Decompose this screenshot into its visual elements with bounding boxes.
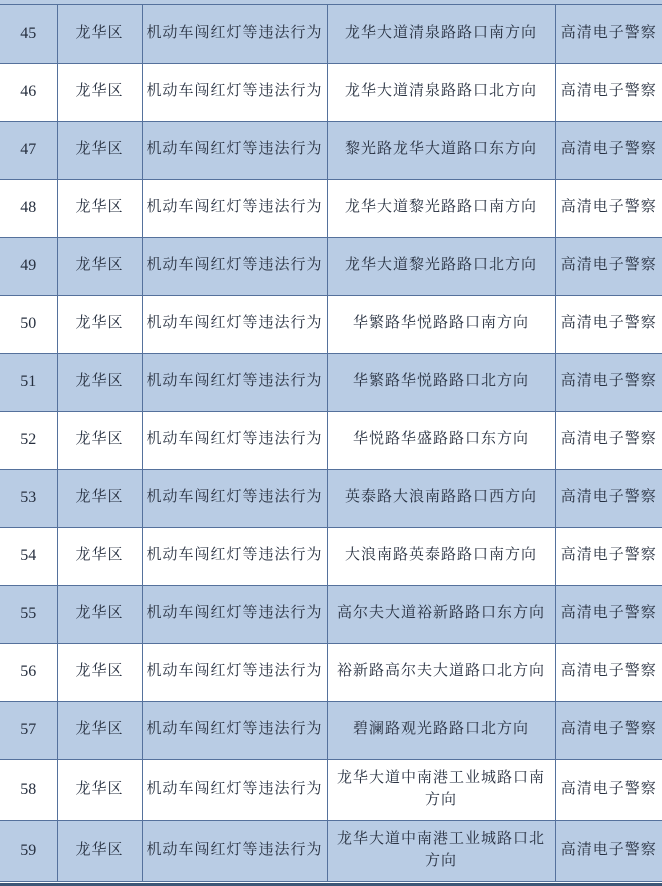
camera-type-cell: 高清电子警察 bbox=[555, 353, 662, 411]
violation-type-cell: 机动车闯红灯等违法行为 bbox=[142, 121, 327, 179]
district-cell: 龙华区 bbox=[57, 63, 142, 121]
location-cell: 大浪南路英泰路路口南方向 bbox=[327, 527, 555, 585]
district-cell: 龙华区 bbox=[57, 527, 142, 585]
location-cell: 龙华大道中南港工业城路口南方向 bbox=[327, 759, 555, 820]
table-row bbox=[0, 5, 662, 63]
table-row bbox=[0, 63, 662, 121]
district-cell: 龙华区 bbox=[57, 585, 142, 643]
district-cell: 龙华区 bbox=[57, 179, 142, 237]
row-number-cell: 57 bbox=[0, 701, 57, 759]
violation-type-cell: 机动车闯红灯等违法行为 bbox=[142, 5, 327, 63]
violation-type-cell: 机动车闯红灯等违法行为 bbox=[142, 759, 327, 820]
violation-type-cell: 机动车闯红灯等违法行为 bbox=[142, 63, 327, 121]
camera-type-cell: 高清电子警察 bbox=[555, 237, 662, 295]
location-cell: 龙华大道中南港工业城路口北方向 bbox=[327, 820, 555, 881]
table-row bbox=[0, 295, 662, 353]
district-cell: 龙华区 bbox=[57, 411, 142, 469]
district-cell: 龙华区 bbox=[57, 237, 142, 295]
violation-type-cell: 机动车闯红灯等违法行为 bbox=[142, 295, 327, 353]
district-cell: 龙华区 bbox=[57, 469, 142, 527]
camera-type-cell: 高清电子警察 bbox=[555, 585, 662, 643]
district-cell: 龙华区 bbox=[57, 759, 142, 820]
row-number-cell: 46 bbox=[0, 63, 57, 121]
table-row bbox=[0, 237, 662, 295]
violation-type-cell: 机动车闯红灯等违法行为 bbox=[142, 237, 327, 295]
violation-type-cell: 机动车闯红灯等违法行为 bbox=[142, 353, 327, 411]
row-number-cell: 47 bbox=[0, 121, 57, 179]
table-row bbox=[0, 643, 662, 701]
violation-type-cell: 机动车闯红灯等违法行为 bbox=[142, 469, 327, 527]
location-cell: 华悦路华盛路路口东方向 bbox=[327, 411, 555, 469]
row-number-cell: 48 bbox=[0, 179, 57, 237]
row-number-cell: 50 bbox=[0, 295, 57, 353]
location-cell: 高尔夫大道裕新路路口东方向 bbox=[327, 585, 555, 643]
district-cell: 龙华区 bbox=[57, 820, 142, 881]
district-cell: 龙华区 bbox=[57, 121, 142, 179]
row-number-cell: 53 bbox=[0, 469, 57, 527]
violation-type-cell: 机动车闯红灯等违法行为 bbox=[142, 643, 327, 701]
violation-type-cell: 机动车闯红灯等违法行为 bbox=[142, 585, 327, 643]
location-cell: 黎光路龙华大道路口东方向 bbox=[327, 121, 555, 179]
enforcement-camera-table bbox=[0, 5, 662, 882]
location-cell: 龙华大道黎光路路口南方向 bbox=[327, 179, 555, 237]
row-number-cell: 58 bbox=[0, 759, 57, 820]
violation-type-cell: 机动车闯红灯等违法行为 bbox=[142, 411, 327, 469]
camera-type-cell: 高清电子警察 bbox=[555, 411, 662, 469]
location-cell: 裕新路高尔夫大道路口北方向 bbox=[327, 643, 555, 701]
violation-type-cell: 机动车闯红灯等违法行为 bbox=[142, 179, 327, 237]
location-cell: 华繁路华悦路路口北方向 bbox=[327, 353, 555, 411]
violation-type-cell: 机动车闯红灯等违法行为 bbox=[142, 527, 327, 585]
location-cell: 龙华大道清泉路路口北方向 bbox=[327, 63, 555, 121]
table-row bbox=[0, 820, 662, 881]
table-row bbox=[0, 527, 662, 585]
table-row bbox=[0, 179, 662, 237]
district-cell: 龙华区 bbox=[57, 295, 142, 353]
table-row bbox=[0, 701, 662, 759]
camera-type-cell: 高清电子警察 bbox=[555, 179, 662, 237]
row-number-cell: 52 bbox=[0, 411, 57, 469]
table-row bbox=[0, 353, 662, 411]
location-cell: 龙华大道清泉路路口南方向 bbox=[327, 5, 555, 63]
district-cell: 龙华区 bbox=[57, 643, 142, 701]
camera-type-cell: 高清电子警察 bbox=[555, 759, 662, 820]
row-number-cell: 45 bbox=[0, 5, 57, 63]
camera-type-cell: 高清电子警察 bbox=[555, 820, 662, 881]
row-number-cell: 54 bbox=[0, 527, 57, 585]
row-number-cell: 49 bbox=[0, 237, 57, 295]
camera-type-cell: 高清电子警察 bbox=[555, 63, 662, 121]
district-cell: 龙华区 bbox=[57, 5, 142, 63]
location-cell: 碧澜路观光路路口北方向 bbox=[327, 701, 555, 759]
camera-type-cell: 高清电子警察 bbox=[555, 527, 662, 585]
row-number-cell: 59 bbox=[0, 820, 57, 881]
table-row bbox=[0, 585, 662, 643]
row-number-cell: 51 bbox=[0, 353, 57, 411]
location-cell: 龙华大道黎光路路口北方向 bbox=[327, 237, 555, 295]
camera-type-cell: 高清电子警察 bbox=[555, 469, 662, 527]
table-row bbox=[0, 469, 662, 527]
district-cell: 龙华区 bbox=[57, 701, 142, 759]
location-cell: 英泰路大浪南路路口西方向 bbox=[327, 469, 555, 527]
district-cell: 龙华区 bbox=[57, 353, 142, 411]
violation-type-cell: 机动车闯红灯等违法行为 bbox=[142, 701, 327, 759]
row-number-cell: 56 bbox=[0, 643, 57, 701]
violation-type-cell: 机动车闯红灯等违法行为 bbox=[142, 820, 327, 881]
camera-type-cell: 高清电子警察 bbox=[555, 121, 662, 179]
table-row bbox=[0, 411, 662, 469]
row-number-cell: 55 bbox=[0, 585, 57, 643]
location-cell: 华繁路华悦路路口南方向 bbox=[327, 295, 555, 353]
table-row bbox=[0, 759, 662, 820]
table-row bbox=[0, 121, 662, 179]
camera-type-cell: 高清电子警察 bbox=[555, 643, 662, 701]
table-body bbox=[0, 5, 662, 881]
camera-type-cell: 高清电子警察 bbox=[555, 295, 662, 353]
camera-type-cell: 高清电子警察 bbox=[555, 701, 662, 759]
camera-type-cell: 高清电子警察 bbox=[555, 5, 662, 63]
